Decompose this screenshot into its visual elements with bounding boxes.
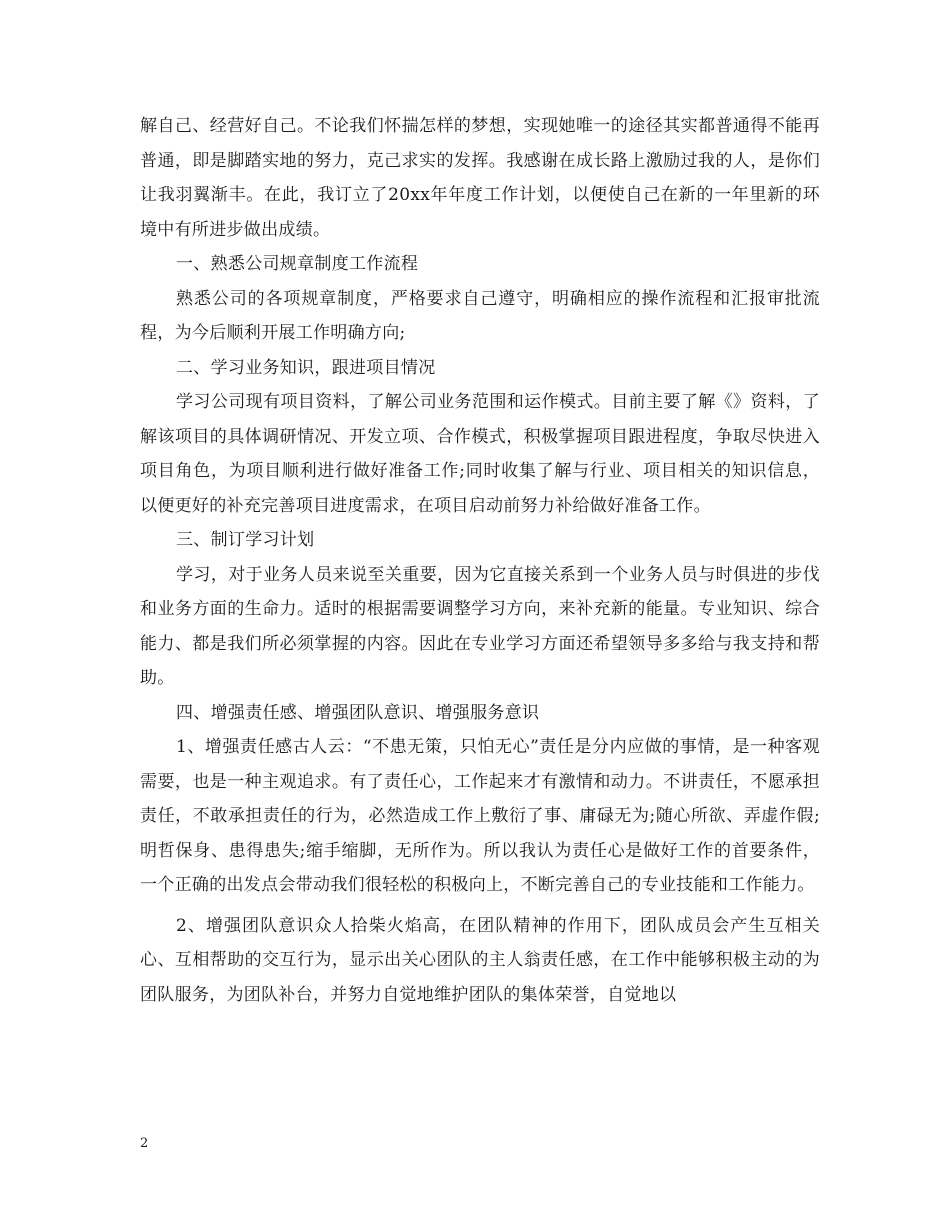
paragraph-section-3: 学习，对于业务人员来说至关重要，因为它直接关系到一个业务人员与时俱进的步伐和业务方面的生命力。适时的根据需要调整学习方向，来补充新的能量。专业知识、综合能力、都是我们所必须掌握的内容。因此在专业学习方面还希望领导多多给与我支持和帮助。: [140, 564, 820, 688]
page-number: 2: [140, 1136, 149, 1151]
paragraph-teamwork: 2、增强团队意识众人拾柴火焰高，在团队精神的作用下，团队成员会产生互相关心、互相帮助的交互行为，显示出关心团队的主人翁责任感，在工作中能够积极主动的为团队服务，为团队补台，并努力自觉地维护团队的集体荣誉，自觉地以: [140, 915, 820, 1005]
paragraph-responsibility: 1、增强责任感古人云：“不患无策，只怕无心”责任是分内应做的事情，是一种客观需要，也是一种主观追求。有了责任心，工作起来才有激情和动力。不讲责任，不愿承担责任，不敢承担责任的行为，必然造成工作上敷衍了事、庸碌无为;随心所欲、弄虚作假;明哲保身、患得患失;缩手缩脚，无所作为。所以我认为责任心是做好工作的首要条件，一个正确的出发点会带动我们很轻松的积极向上，不断完善自己的专业技能和工作能力。: [140, 737, 820, 895]
paragraph-intro-continuation: 解自己、经营好自己。不论我们怀揣怎样的梦想，实现她唯一的途径其实都普通得不能再普通，即是脚踏实地的努力，克己求实的发挥。我感谢在成长路上激励过我的人，是你们让我羽翼渐丰。在此，我订立了20xx年年度工作计划，以便使自己在新的一年里新的环境中有所进步做出成绩。: [140, 116, 820, 240]
section-heading-1: 一、熟悉公司规章制度工作流程: [176, 254, 419, 274]
section-heading-2: 二、学习业务知识，跟进项目情况: [176, 357, 436, 378]
document-body: [140, 109, 820, 1012]
paragraph-section-2: 学习公司现有项目资料，了解公司业务范围和运作模式。目前主要了解《》资料，了解该项目的具体调研情况、开发立项、合作模式，积极掌握项目跟进程度，争取尽快进入项目角色，为项目顺利进行做好准备工作;同时收集了解与行业、项目相关的知识信息，以便更好的补充完善项目进度需求，在项目启动前努力补给做好准备工作。: [140, 392, 820, 516]
paragraph-section-1: 熟悉公司的各项规章制度，严格要求自己遵守，明确相应的操作流程和汇报审批流程，为今后顺利开展工作明确方向;: [140, 288, 820, 343]
section-heading-3: 三、制订学习计划: [176, 530, 315, 550]
section-heading-4: 四、增强责任感、增强团队意识、增强服务意识: [176, 702, 540, 723]
